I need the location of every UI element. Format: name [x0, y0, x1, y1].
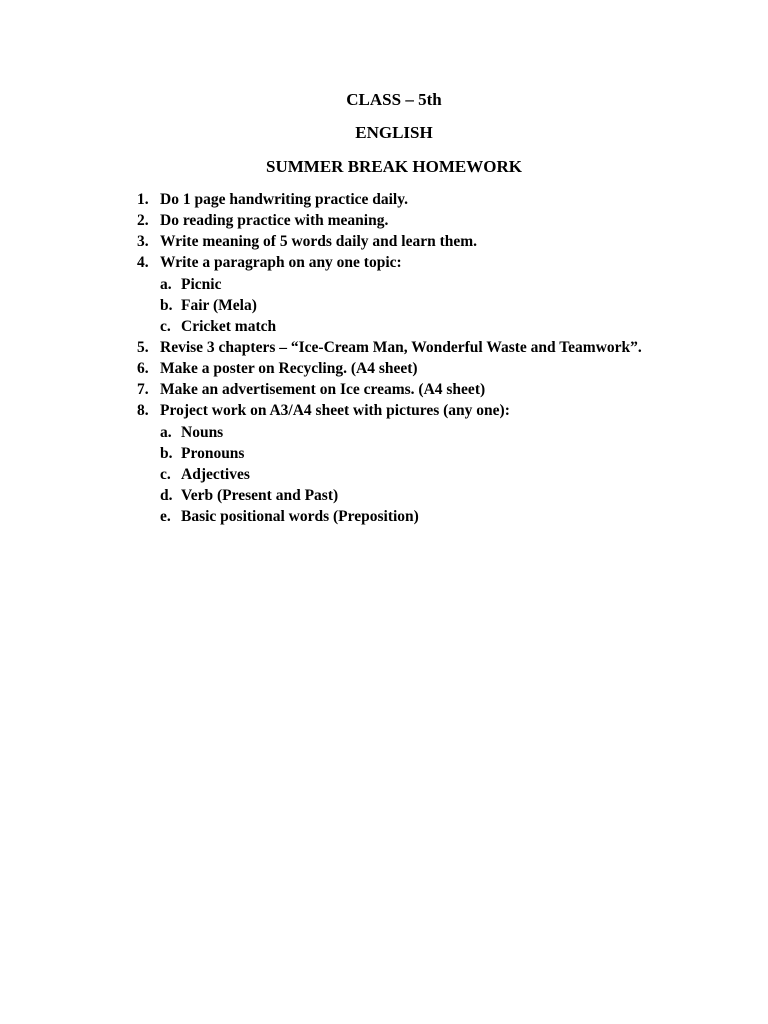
item-text: Project work on A3/A4 sheet with pictures (any one): — [160, 402, 510, 420]
homework-list — [137, 190, 650, 528]
item-text: Do 1 page handwriting practice daily. — [160, 191, 409, 208]
sub-item-text: Fair (Mela) — [181, 296, 257, 314]
item-text: Write a paragraph on any one topic: — [160, 254, 402, 272]
item-number: 8. — [137, 402, 149, 420]
item-text: Make an advertisement on Ice creams. (A4 sheet) — [160, 381, 486, 399]
sub-item-letter: e. — [160, 508, 171, 526]
list-item — [137, 232, 650, 252]
sub-item-letter: b. — [160, 296, 173, 314]
sub-item-letter: a. — [160, 423, 172, 441]
sub-item-text: Picnic — [181, 275, 222, 293]
sub-item-text: Pronouns — [181, 444, 245, 462]
sub-item-letter: a. — [160, 275, 172, 293]
item-text: Write meaning of 5 words daily and learn them. — [160, 233, 478, 251]
class-heading: CLASS – 5th — [346, 90, 442, 109]
list-item — [137, 401, 650, 421]
item-text: Revise 3 chapters – “Ice-Cream Man, Wonderful Waste and Teamwork”. — [160, 338, 642, 356]
sub-list-item — [137, 486, 650, 506]
sub-list-item — [137, 444, 650, 464]
sub-list-item — [137, 275, 650, 295]
sub-item-text: Cricket match — [181, 317, 277, 335]
sub-item-letter: c. — [160, 465, 171, 483]
list-item — [137, 190, 650, 210]
sub-item-text: Nouns — [181, 423, 224, 441]
sub-list-item — [137, 507, 650, 527]
list-item — [137, 211, 650, 231]
item-text: Make a poster on Recycling. (A4 sheet) — [160, 360, 418, 378]
sub-item-text: Adjectives — [181, 465, 250, 483]
sub-item-letter: d. — [160, 486, 173, 504]
list-item — [137, 338, 650, 358]
list-item — [137, 359, 650, 379]
sub-list-item — [137, 465, 650, 485]
sub-list-item — [137, 317, 650, 337]
item-number: 4. — [137, 254, 149, 272]
sub-item-letter: b. — [160, 444, 173, 462]
item-number: 1. — [137, 191, 149, 208]
subject-heading: ENGLISH — [355, 123, 433, 142]
item-number: 6. — [137, 360, 149, 378]
item-number: 3. — [137, 233, 149, 251]
sub-list-item — [137, 423, 650, 443]
list-item — [137, 253, 650, 273]
list-item — [137, 380, 650, 400]
item-number: 5. — [137, 338, 149, 356]
item-number: 7. — [137, 381, 149, 399]
sub-item-text: Verb (Present and Past) — [181, 486, 339, 504]
item-text: Do reading practice with meaning. — [160, 212, 389, 230]
sub-item-letter: c. — [160, 317, 171, 335]
page-title: SUMMER BREAK HOMEWORK — [266, 157, 522, 176]
sub-list-item — [137, 296, 650, 316]
item-number: 2. — [137, 212, 149, 230]
sub-item-text: Basic positional words (Preposition) — [181, 508, 419, 526]
